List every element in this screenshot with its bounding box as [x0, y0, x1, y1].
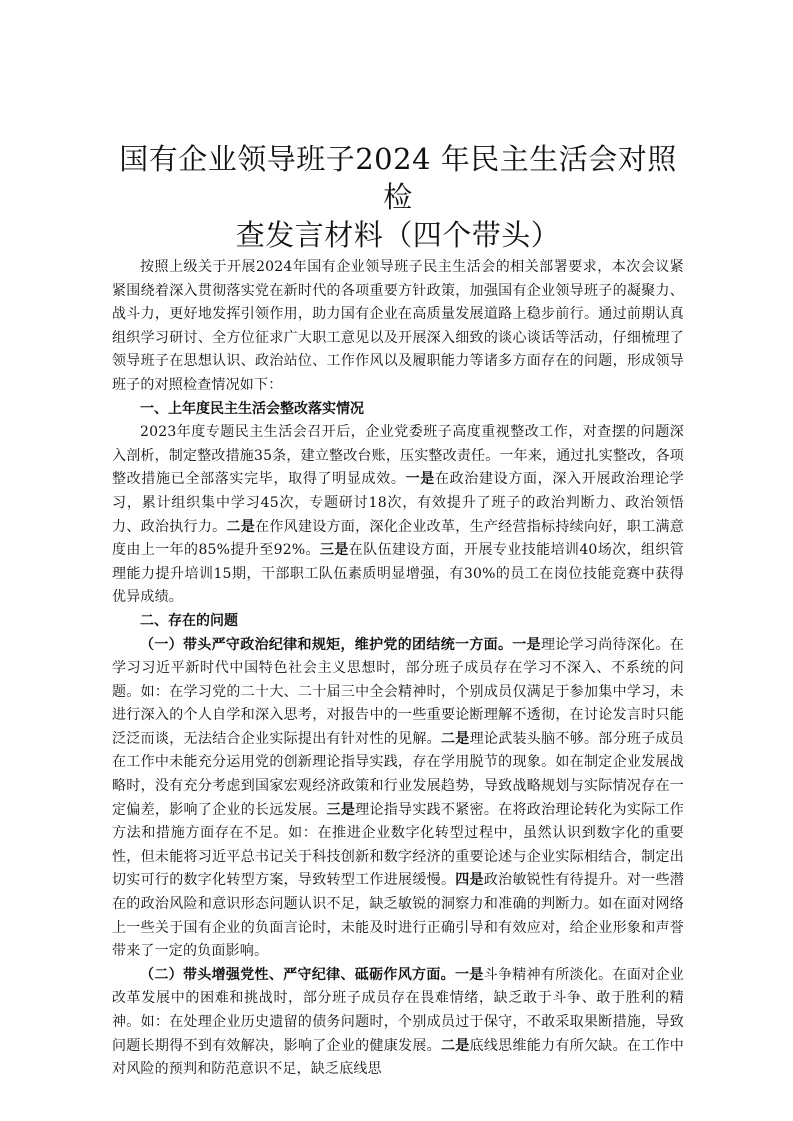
sub2-point-1-text: 斗争精神有所淡化。在面对企业改革发展中的困难和挑战时，部分班子成员存在畏难情绪，缺乏敢于斗争、敢于胜利的精神。如：在处理企业历史遗留的债务问题时，个别成员过于保守，不敢采取果断措施，导致问题长期得不到有效解决，影响了企业的健康发展。: [112, 966, 684, 1054]
title-line-2: 查发言材料（四个带头）: [235, 218, 561, 252]
sub2-point-1-label: 一是: [455, 966, 484, 983]
sub1-point-2-label: 二是: [440, 730, 470, 747]
point-3-label: 三是: [319, 542, 349, 559]
point-1-text: 在政治建设方面，深入开展政治理论学习，累计组织集中学习45次，专题研讨18次，有效提升了班子的政治判断力、政治领悟力、政治执行力。: [112, 471, 684, 535]
document-content: [112, 140, 684, 1082]
subsection-1-paragraph: [112, 634, 684, 964]
section-1-heading: 一、上年度民主生活会整改落实情况: [140, 400, 364, 417]
section-2-heading: 二、存在的问题: [140, 612, 238, 629]
sub1-point-3-label: 三是: [326, 801, 356, 818]
point-3-text: 在队伍建设方面，开展专业技能培训40场次，组织管理能力提升培训15期，干部职工队伍素质明显增强，有30%的员工在岗位技能竞赛中获得优异成绩。: [112, 542, 684, 606]
sub1-point-2-text: 理论武装头脑不够。部分班子成员在工作中未能充分运用党的创新理论指导实践，存在学用脱节的现象。如在制定企业发展战略时，没有充分考虑到国家宏观经济政策和行业发展趋势，导致战略规划与实际情况存在一定偏差，影响了企业的长远发展。: [112, 730, 684, 818]
sub2-point-2-text: 底线思维能力有所欠缺。在工作中对风险的预判和防范意识不足，缺乏底线思: [112, 1037, 684, 1078]
point-2-text: 在作风建设方面，深化企业改革，生产经营指标持续向好，职工满意度由上一年的85%提升至92%。: [112, 518, 684, 559]
subsection-2-heading: （二）带头增强党性、严守纪律、砥砺作风方面。: [140, 966, 455, 983]
document-title: [112, 140, 684, 254]
subsection-1-heading: （一）带头严守政治纪律和规矩，维护党的团结统一方面。: [140, 636, 513, 653]
intro-paragraph: 按照上级关于开展2024年国有企业领导班子民主生活会的相关部署要求，本次会议紧紧围绕着深入贯彻落实党在新时代的各项重要方针政策，加强国有企业领导班子的凝聚力、战斗力，更好地发挥引领作用，助力国有企业在高质量发展道路上稳步前行。通过前期认真组织学习研讨、全方位征求广大职工意见以及开展深入细致的谈心谈话等活动，仔细梳理了领导班子在思想认识、政治站位、工作作风以及履职能力等诸多方面存在的问题，形成领导班子的对照检查情况如下：: [112, 259, 684, 393]
sub1-point-1-text: 理论学习尚待深化。在学习习近平新时代中国特色社会主义思想时，部分班子成员存在学习不深入、不系统的问题。如：在学习党的二十大、二十届三中全会精神时，个别成员仅满足于参加集中学习，未进行深入的个人自学和深入思考，对报告中的一些重要论断理解不透彻，在讨论发言时只能泛泛而谈，无法结合企业实际提出有针对性的见解。: [112, 636, 685, 747]
section-1-paragraph: [112, 421, 684, 610]
section-1-text-0: 2023年度专题民主生活会召开后，企业党委班子高度重视整改工作，对查摆的问题深入剖析，制定整改措施35条，建立整改台账，压实整改责任。一年来，通过扎实整改，各项整改措施已全部落实完毕，取得了明显成效。: [112, 424, 685, 488]
title-line-1: 国有企业领导班子2024 年民主生活会对照检: [119, 142, 677, 214]
sub2-point-2-label: 二是: [440, 1037, 470, 1054]
sub1-point-3-text: 理论指导实践不紧密。在将政治理论转化为实际工作方法和措施方面存在不足。如：在推进企业数字化转型过程中，虽然认识到数字化的重要性，但未能将习近平总书记关于科技创新和数字经济的重要论述与企业实际相结合，制定出切实可行的数字化转型方案，导致转型工作进展缓慢。: [112, 801, 685, 889]
subsection-2-paragraph: [112, 964, 684, 1082]
point-1-label: 一是: [405, 471, 435, 488]
sub1-point-4-label: 四是: [455, 872, 484, 889]
sub1-point-4-text: 政治敏锐性有待提升。对一些潜在的政治风险和意识形态问题认识不足，缺乏敏锐的洞察力和准确的判断力。如在面对网络上一些关于国有企业的负面言论时，未能及时进行正确引导和有效应对，给企业形象和声誉带来了一定的负面影响。: [112, 872, 684, 960]
point-2-label: 二是: [226, 518, 256, 535]
sub1-point-1-label: 一是: [512, 636, 541, 653]
